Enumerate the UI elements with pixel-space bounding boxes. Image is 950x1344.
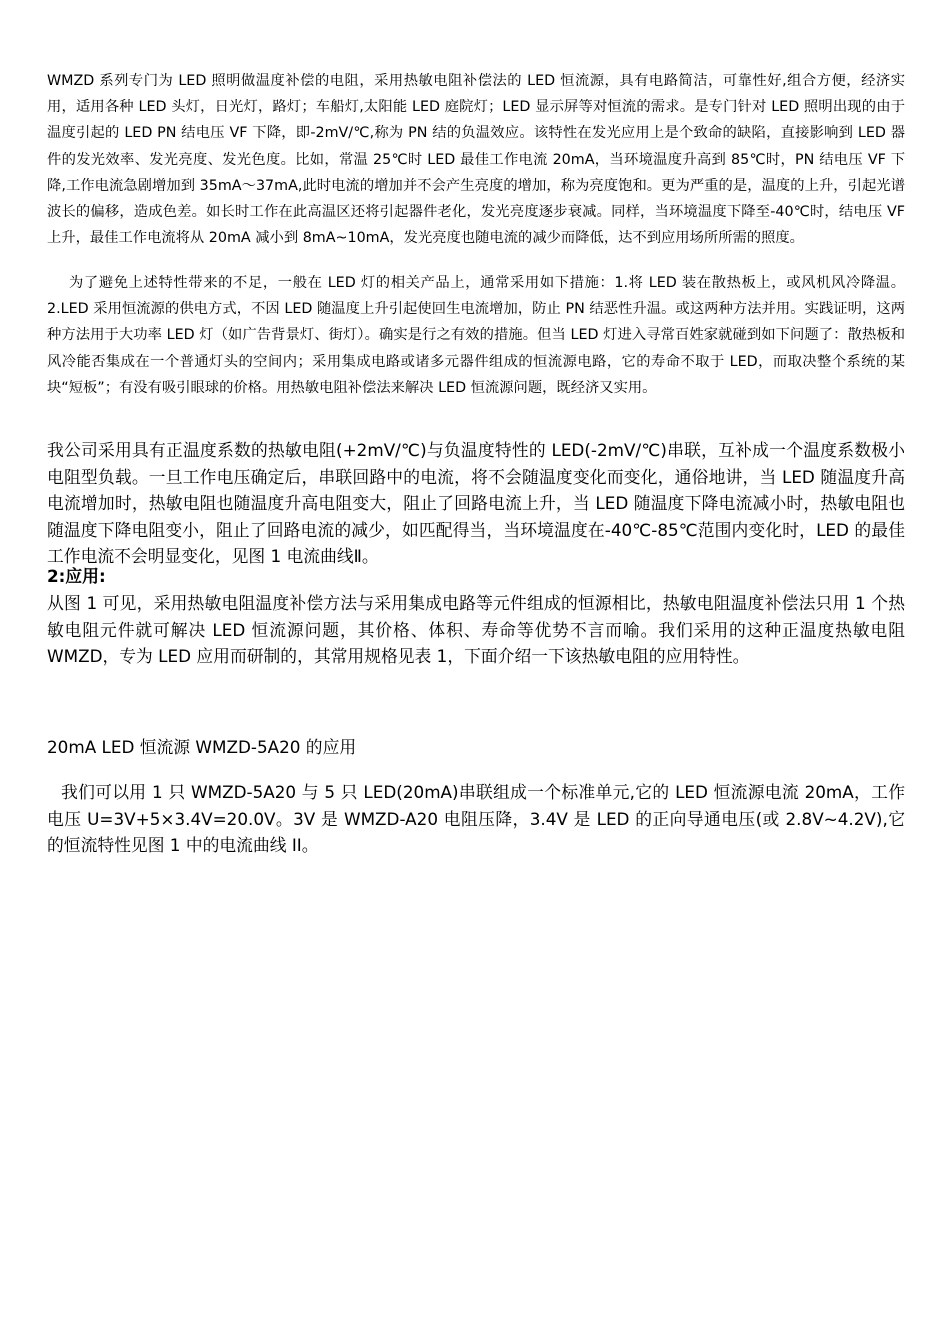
principle-paragraph: 我公司采用具有正温度系数的热敏电阻(+2mV/℃)与负温度特性的 LED(-2mV/℃)串联，互补成一个温度系数极小电阻型负载。一旦工作电压确定后，串联回路中的电流，将不会随温度变化而变化，通俗地讲，当 LED 随温度升高电流增加时，热敏电阻也随温度升高电阻变大，阻止了回路电流上升，当 LED 随温度下降电流减小时，热敏电阻也随温度下降电阻变小，阻止了回路电流的减少，如匹配得当，当环境温度在-40℃-85℃范围内变化时，LED 的最佳工作电流不会明显变化，见图 1 电流曲线Ⅱ。: [47, 440, 905, 566]
intro-paragraph: WMZD 系列专门为 LED 照明做温度补偿的电阻，采用热敏电阻补偿法的 LED 恒流源，具有电路简洁，可靠性好,组合方便，经济实用，适用各种 LED 头灯，日光灯，路灯；车船灯,太阳能 LED 庭院灯；LED 显示屏等对恒流的需求。是专门针对 LED 照明出现的由于温度引起的 LED PN 结电压 VF 下降，即-2mV/℃,称为 PN 结的负温效应。该特性在发光应用上是个致命的缺陷，直接影响到 LED 器件的发光效率、发光亮度、发光色度。比如，常温 25℃时 LED 最佳工作电流 20mA，当环境温度升高到 85℃时，PN 结电压 VF 下降,工作电流急剧增加到 35mA～37mA,此时电流的增加并不会产生亮度的增加，称为亮度饱和。更为严重的是，温度的上升，引起光谱波长的偏移，造成色差。如长时工作在此高温区还将引起器件老化，发光亮度逐步衰减。同样，当环境温度下降至-40℃时，结电压 VF 上升，最佳工作电流将从 20mA 减小到 8mA~10mA，发光亮度也随电流的减少而降低，达不到应用场所所需的照度。: [47, 73, 905, 247]
application-heading: 2:应用:: [47, 566, 106, 586]
application-paragraph: 从图 1 可见，采用热敏电阻温度补偿方法与采用集成电路等元件组成的恒源相比，热敏电阻温度补偿法只用 1 个热敏电阻元件就可解决 LED 恒流源问题，其价格、体积、寿命等优势不言而喻。我们采用的这种正温度热敏电阻 WMZD，专为 LED 应用而研制的，其常用规格见表 1，下面介绍一下该热敏电阻的应用特性。: [47, 593, 905, 666]
section-title: 20mA LED 恒流源 WMZD-5A20 的应用: [47, 737, 357, 757]
example-paragraph: 我们可以用 1 只 WMZD-5A20 与 5 只 LED(20mA)串联组成一个标准单元,它的 LED 恒流源电流 20mA，工作电压 U=3V+5×3.4V=20.0V。3V 是 WMZD-A20 电阻压降，3.4V 是 LED 的正向导通电压(或 2.8V~4.2V),它的恒流特性见图 1 中的电流曲线 II。: [47, 782, 905, 855]
measures-paragraph: 为了避免上述特性带来的不足，一般在 LED 灯的相关产品上，通常采用如下措施：1.将 LED 装在散热板上，或风机风冷降温。2.LED 采用恒流源的供电方式，不因 LED 随温度上升引起使回生电流增加，防止 PN 结恶性升温。或这两种方法并用。实践证明，这两种方法用于大功率 LED 灯（如广告背景灯、街灯）。确实是行之有效的措施。但当 LED 灯进入寻常百姓家就碰到如下问题了：散热板和风冷能否集成在一个普通灯头的空间内；采用集成电路或诸多元器件组成的恒流源电路，它的寿命不取于 LED，而取决整个系统的某块“短板”；有没有吸引眼球的价格。用热敏电阻补偿法来解决 LED 恒流源问题，既经济又实用。: [47, 275, 905, 396]
